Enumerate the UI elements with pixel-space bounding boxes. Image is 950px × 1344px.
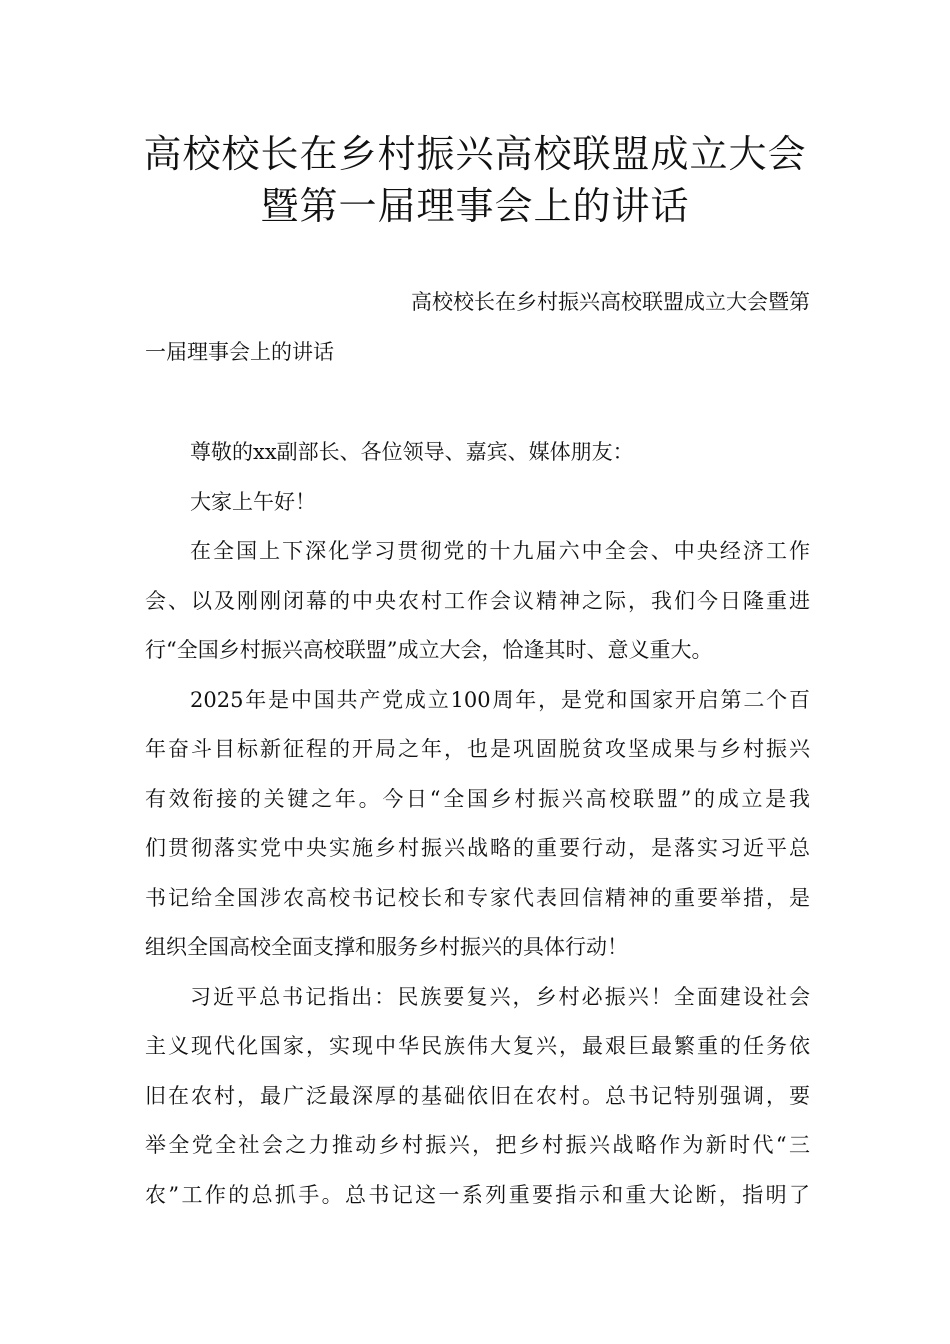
paragraph-2-line-5: 书记给全国涉农高校书记校长和专家代表回信精神的重要举措，是 xyxy=(145,886,810,910)
paragraph-1-line-2: 会、以及刚刚闭幕的中央农村工作会议精神之际，我们今日隆重进 xyxy=(145,589,810,613)
paragraph-2-line-2: 年奋斗目标新征程的开局之年，也是巩固脱贫攻坚成果与乡村振兴 xyxy=(145,737,810,761)
subtitle-line-2: 一届理事会上的讲话 xyxy=(145,340,334,364)
document-title-line-1: 高校校长在乡村振兴高校联盟成立大会 xyxy=(143,132,807,176)
paragraph-2-line-6: 组织全国高校全面支撑和服务乡村振兴的具体行动！ xyxy=(145,935,628,959)
paragraph-3-line-3: 旧在农村，最广泛最深厚的基础依旧在农村。总书记特别强调，要 xyxy=(145,1084,810,1108)
paragraph-2-line-4: 们贯彻落实党中央实施乡村振兴战略的重要行动，是落实习近平总 xyxy=(145,836,810,860)
paragraph-3-line-1: 习近平总书记指出：民族要复兴，乡村必振兴！全面建设社会 xyxy=(190,985,810,1009)
paragraph-2-line-3: 有效衔接的关键之年。今日“全国乡村振兴高校联盟”的成立是我 xyxy=(145,787,810,811)
paragraph-3-line-2: 主义现代化国家，实现中华民族伟大复兴，最艰巨最繁重的任务依 xyxy=(145,1034,810,1058)
paragraph-1-line-1: 在全国上下深化学习贯彻党的十九届六中全会、中央经济工作 xyxy=(190,539,810,563)
hello: 大家上午好！ xyxy=(190,490,316,514)
subtitle-line-1: 高校校长在乡村振兴高校联盟成立大会暨第 xyxy=(411,290,810,314)
paragraph-1-line-3: 行“全国乡村振兴高校联盟”成立大会，恰逢其时、意义重大。 xyxy=(145,638,713,662)
paragraph-2-line-1: 2025年是中国共产党成立100周年，是党和国家开启第二个百 xyxy=(190,688,810,712)
paragraph-3-line-4: 举全党全社会之力推动乡村振兴，把乡村振兴战略作为新时代“三 xyxy=(145,1133,810,1157)
paragraph-3-line-5: 农”工作的总抓手。总书记这一系列重要指示和重大论断，指明了 xyxy=(145,1183,810,1207)
document-title-line-2: 暨第一届理事会上的讲话 xyxy=(260,184,690,228)
greeting: 尊敬的xx副部长、各位领导、嘉宾、媒体朋友： xyxy=(190,440,634,464)
